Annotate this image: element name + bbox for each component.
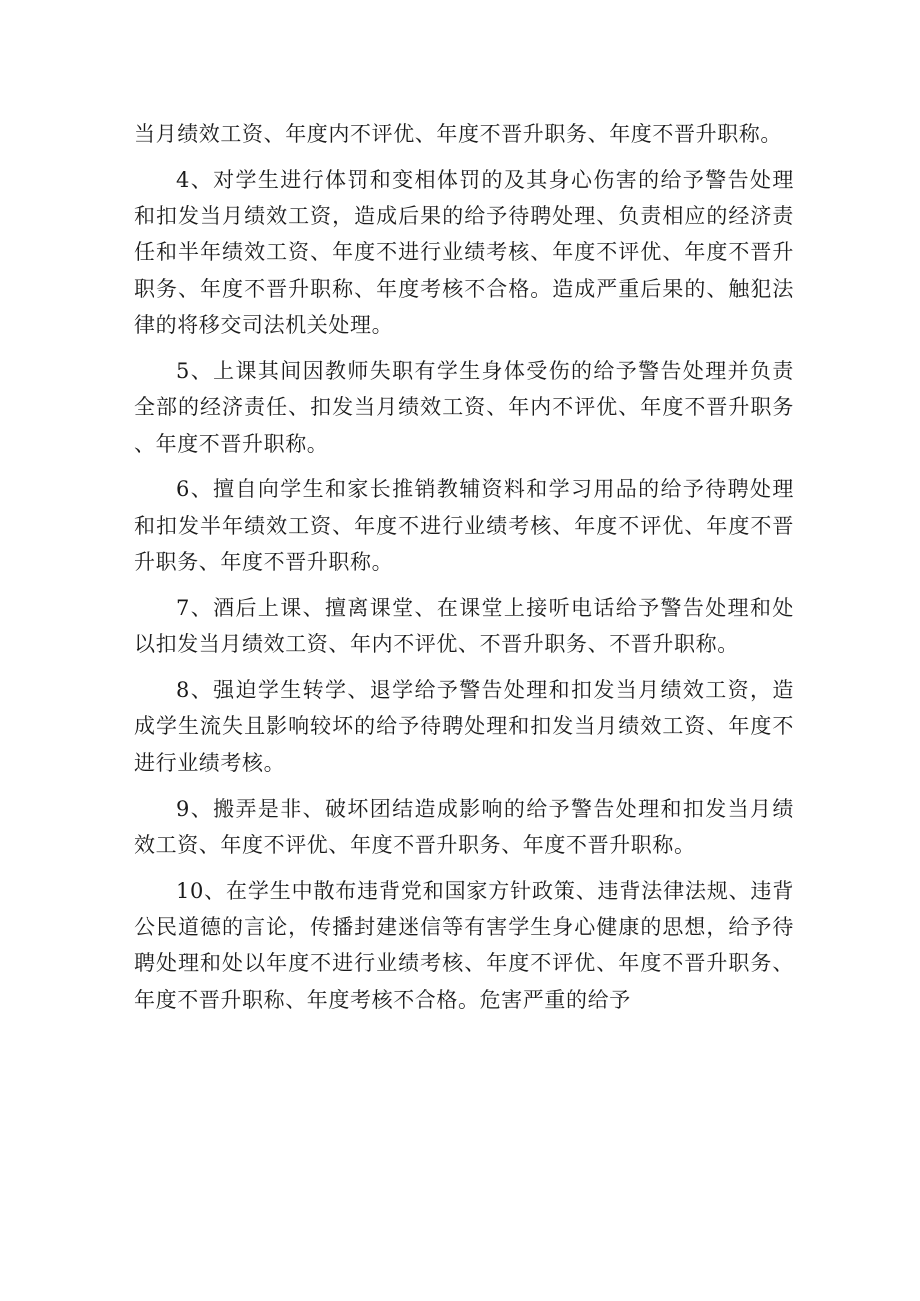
document-body xyxy=(134,116,794,1028)
paragraph-item-7: 7、酒后上课、擅离课堂、在课堂上接听电话给予警告处理和处以扣发当月绩效工资、年内不评优、不晋升职务、不晋升职称。 xyxy=(134,595,794,657)
paragraph-continuation: 当月绩效工资、年度内不评优、年度不晋升职务、年度不晋升职称。 xyxy=(134,122,782,146)
paragraph-item-4: 4、对学生进行体罚和变相体罚的及其身心伤害的给予警告处理和扣发当月绩效工资，造成后果的给予待聘处理、负责相应的经济责任和半年绩效工资、年度不进行业绩考核、年度不评优、年度不晋升职务、年度不晋升职称、年度考核不合格。造成严重后果的、触犯法律的将移交司法机关处理。 xyxy=(134,167,794,338)
paragraph-item-9: 9、搬弄是非、破坏团结造成影响的给予警告处理和扣发当月绩效工资、年度不评优、年度不晋升职务、年度不晋升职称。 xyxy=(134,796,794,857)
paragraph-item-6: 6、擅自向学生和家长推销教辅资料和学习用品的给予待聘处理和扣发半年绩效工资、年度不进行业绩考核、年度不评优、年度不晋升职务、年度不晋升职称。 xyxy=(134,477,794,575)
paragraph-item-10: 10、在学生中散布违背党和国家方针政策、违背法律法规、违背公民道德的言论，传播封建迷信等有害学生身心健康的思想，给予待聘处理和处以年度不进行业绩考核、年度不评优、年度不晋升职务、年度不晋升职称、年度考核不合格。危害严重的给予 xyxy=(134,878,794,1012)
paragraph-item-5: 5、上课其间因教师失职有学生身体受伤的给予警告处理并负责全部的经济责任、扣发当月绩效工资、年内不评优、年度不晋升职务、年度不晋升职称。 xyxy=(134,358,794,456)
paragraph-item-8: 8、强迫学生转学、退学给予警告处理和扣发当月绩效工资，造成学生流失且影响较坏的给予待聘处理和扣发当月绩效工资、年度不进行业绩考核。 xyxy=(134,678,794,775)
